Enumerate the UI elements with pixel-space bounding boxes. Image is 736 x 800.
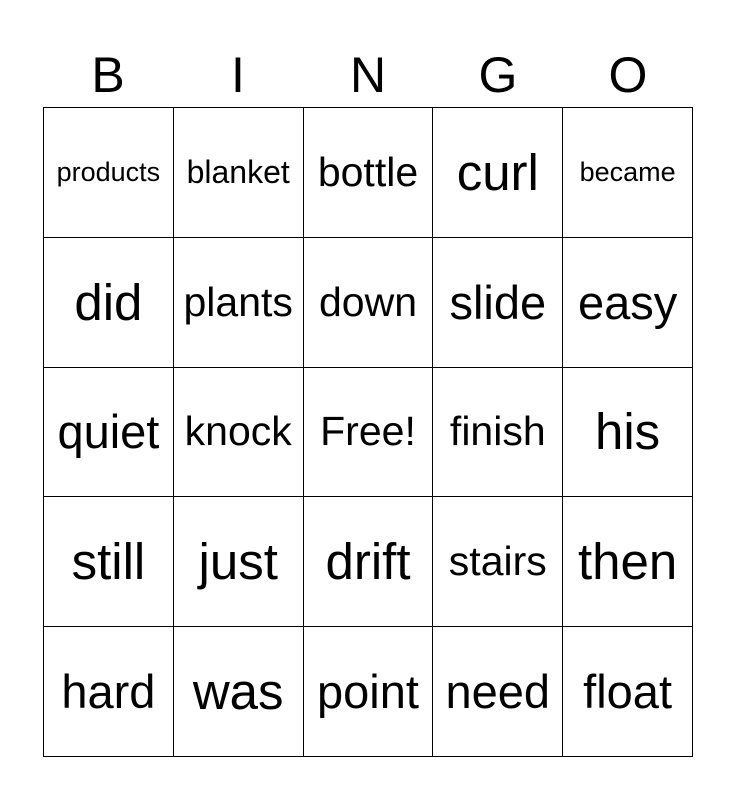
bingo-cell[interactable]: was	[174, 627, 304, 757]
bingo-cell[interactable]: down	[304, 238, 434, 368]
bingo-cell[interactable]: stairs	[433, 497, 563, 627]
header-letter-i: I	[231, 47, 245, 103]
header-letter-b: B	[91, 47, 125, 103]
bingo-cell[interactable]: point	[304, 627, 434, 757]
bingo-cell[interactable]: products	[44, 108, 174, 238]
bingo-cell[interactable]: curl	[433, 108, 563, 238]
bingo-cell[interactable]: knock	[174, 368, 304, 498]
bingo-cell[interactable]: need	[433, 627, 563, 757]
bingo-cell[interactable]: his	[563, 368, 693, 498]
bingo-cell[interactable]: drift	[304, 497, 434, 627]
bingo-cell[interactable]: float	[563, 627, 693, 757]
bingo-cell[interactable]: plants	[174, 238, 304, 368]
bingo-cell[interactable]: blanket	[174, 108, 304, 238]
bingo-cell[interactable]: hard	[44, 627, 174, 757]
bingo-cell[interactable]: then	[563, 497, 693, 627]
bingo-cell[interactable]: became	[563, 108, 693, 238]
bingo-board	[43, 107, 693, 757]
bingo-cell[interactable]: bottle	[304, 108, 434, 238]
bingo-cell[interactable]: finish	[433, 368, 563, 498]
bingo-cell[interactable]: just	[174, 497, 304, 627]
header-letter-n: N	[349, 47, 387, 103]
bingo-cell[interactable]: still	[44, 497, 174, 627]
bingo-cell[interactable]: easy	[563, 238, 693, 368]
bingo-cell[interactable]: quiet	[44, 368, 174, 498]
header-letter-g: G	[478, 47, 518, 103]
bingo-cell[interactable]: slide	[433, 238, 563, 368]
bingo-free-space[interactable]: Free!	[304, 368, 434, 498]
bingo-cell[interactable]: did	[44, 238, 174, 368]
header-letter-o: O	[608, 47, 648, 103]
bingo-header	[43, 46, 693, 104]
